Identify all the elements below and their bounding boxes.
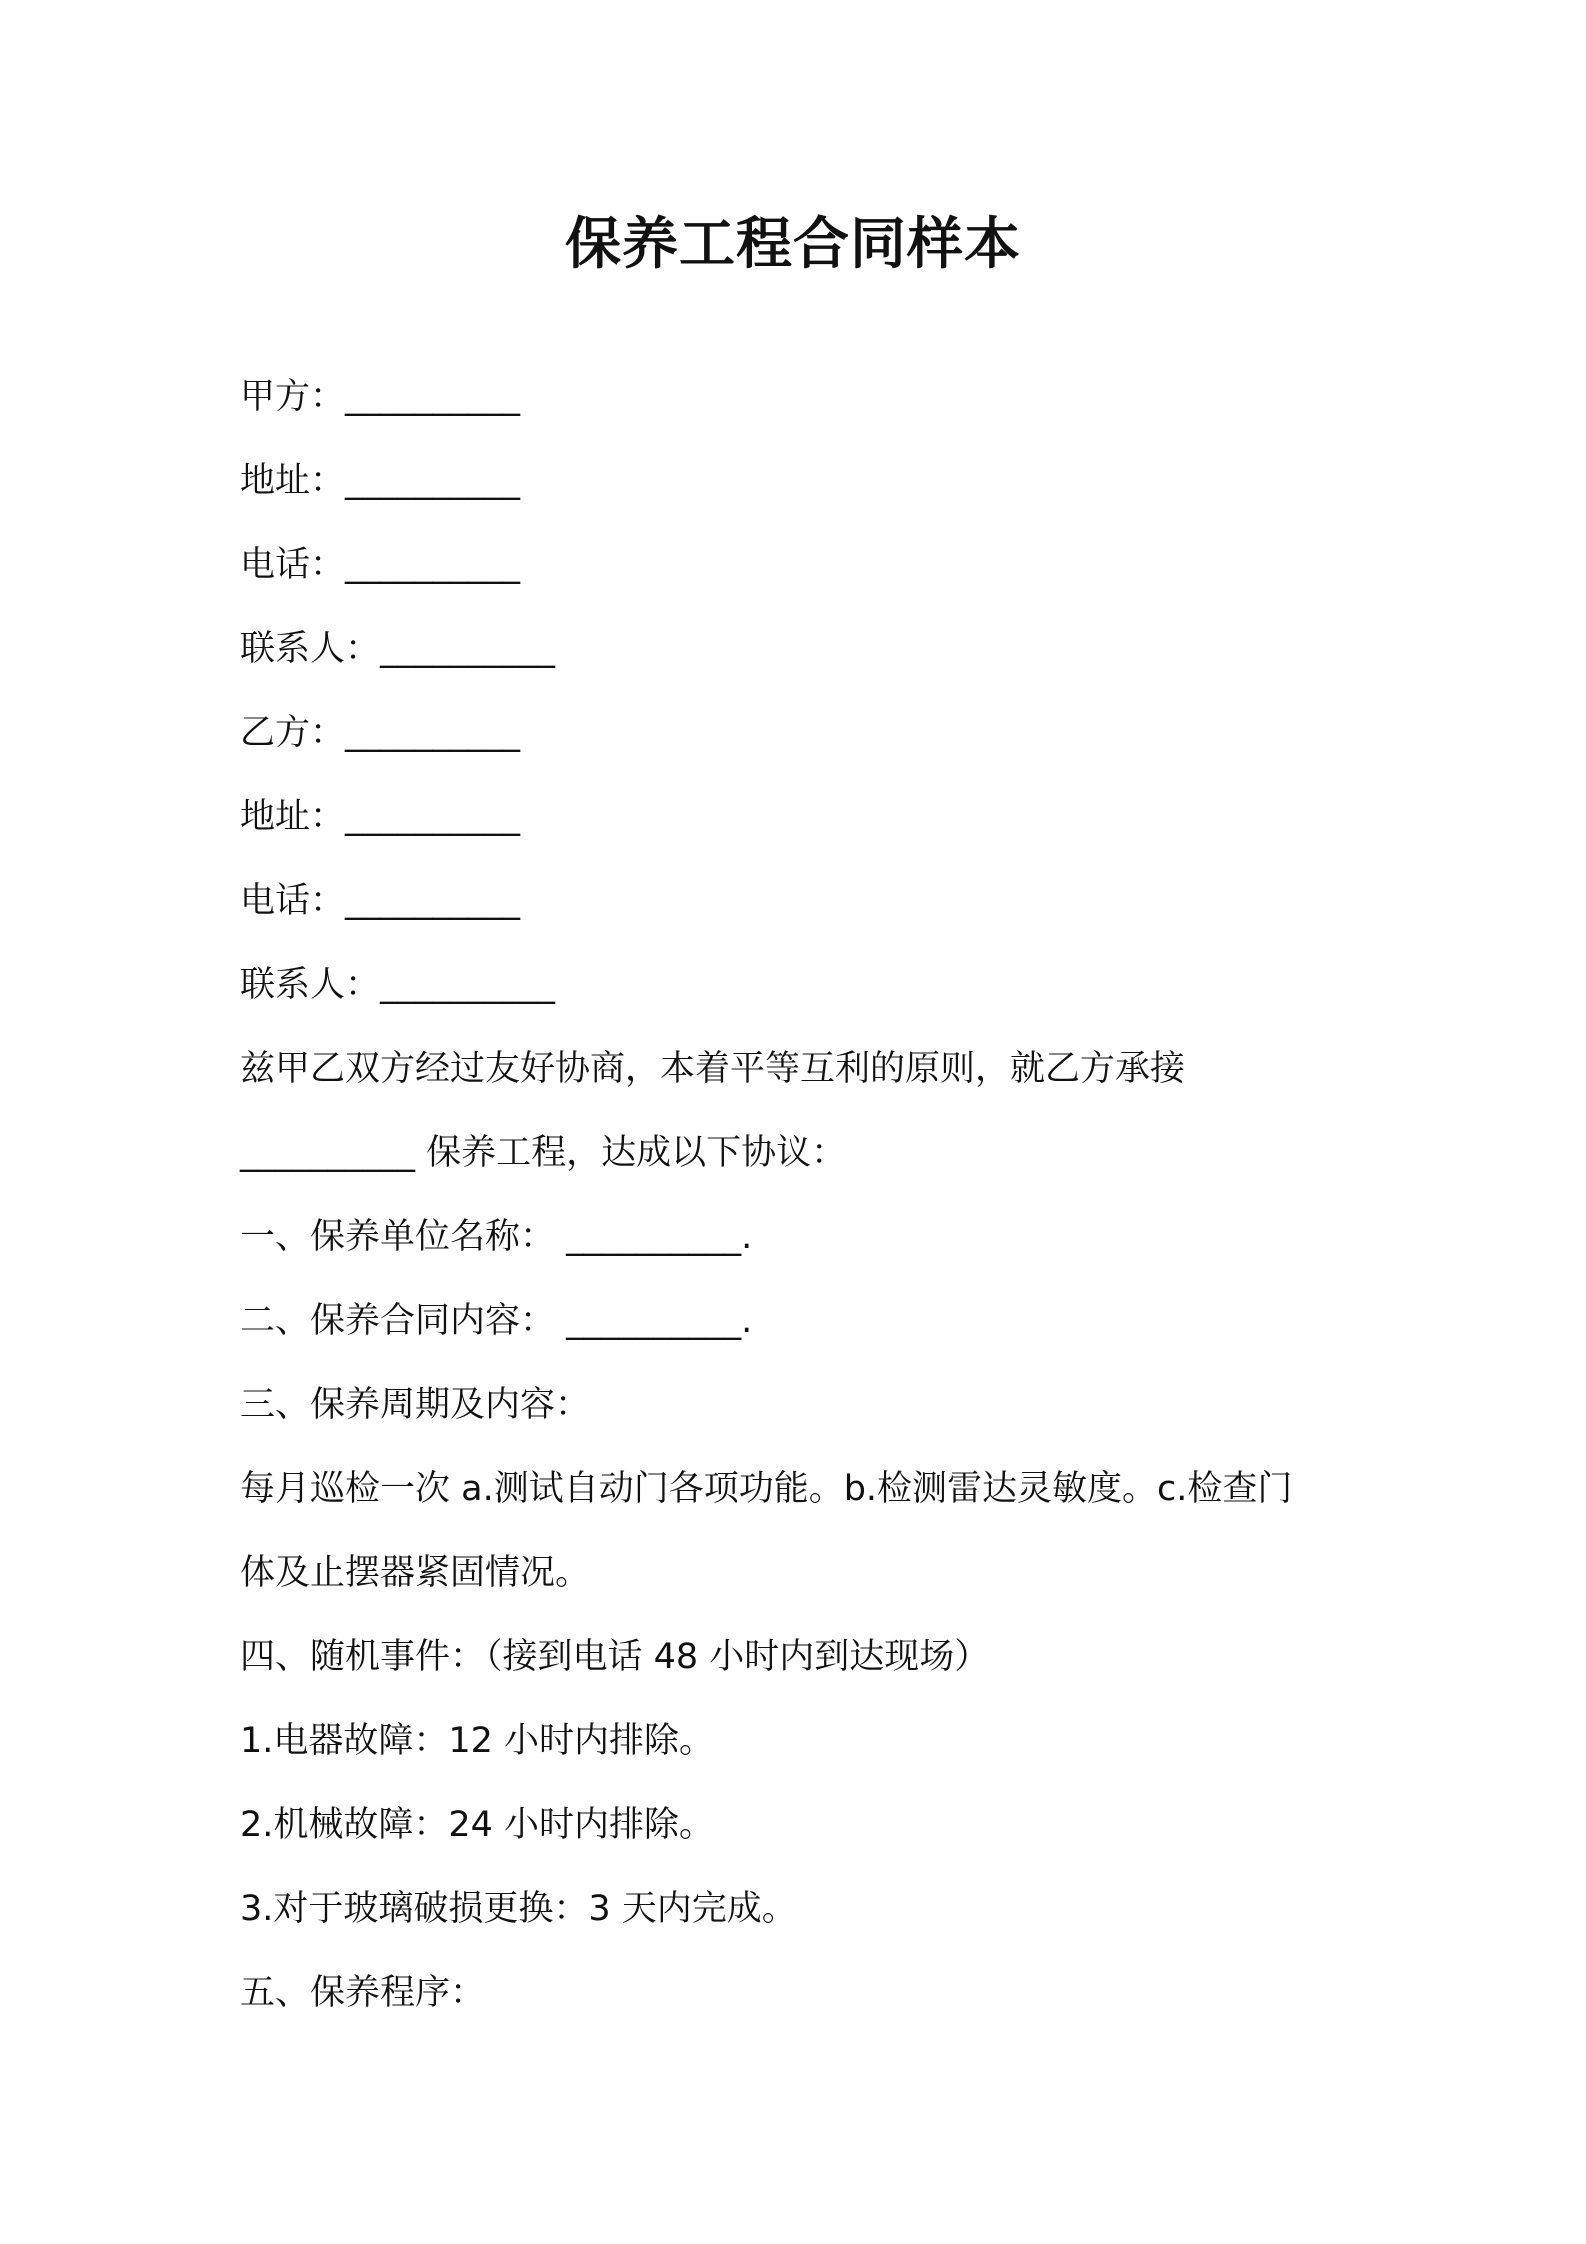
party-a-phone-line: 电话：__________ [240,545,521,585]
section-3-heading: 三、保养周期及内容： [240,1385,591,1425]
party-a-name-line: 甲方：__________ [240,377,521,417]
party-a-contact-line: 联系人：__________ [240,629,556,669]
party-b-address-line: 地址：__________ [240,797,521,837]
agreement-intro-line-1: 兹甲乙双方经过友好协商，本着平等互利的原则，就乙方承接 [240,1049,1186,1089]
document-title: 保养工程合同样本 [565,212,1021,277]
party-a-address-line: 地址：__________ [240,461,521,501]
section-4-item-1: 1.电器故障：12 小时内排除。 [240,1721,715,1761]
party-b-name-line: 乙方：__________ [240,713,521,753]
section-4-item-2: 2.机械故障：24 小时内排除。 [240,1805,715,1845]
party-b-phone-line: 电话：__________ [240,881,521,921]
agreement-intro-line-2: __________ 保养工程，达成以下协议： [240,1133,847,1173]
section-4-item-3: 3.对于玻璃破损更换：3 天内完成。 [240,1889,797,1929]
document-body [240,355,1370,2035]
section-3-content-line-2: 体及止摆器紧固情况。 [240,1553,591,1593]
section-2-line: 二、保养合同内容： __________. [240,1301,753,1341]
section-3-content-line-1: 每月巡检一次 a.测试自动门各项功能。b.检测雷达灵敏度。c.检查门 [240,1469,1293,1509]
party-b-contact-line: 联系人：__________ [240,965,556,1005]
section-4-heading: 四、随机事件：（接到电话 48 小时内到达现场） [240,1637,990,1677]
section-1-line: 一、保养单位名称： __________. [240,1217,753,1257]
section-5-heading: 五、保养程序： [240,1973,486,2013]
